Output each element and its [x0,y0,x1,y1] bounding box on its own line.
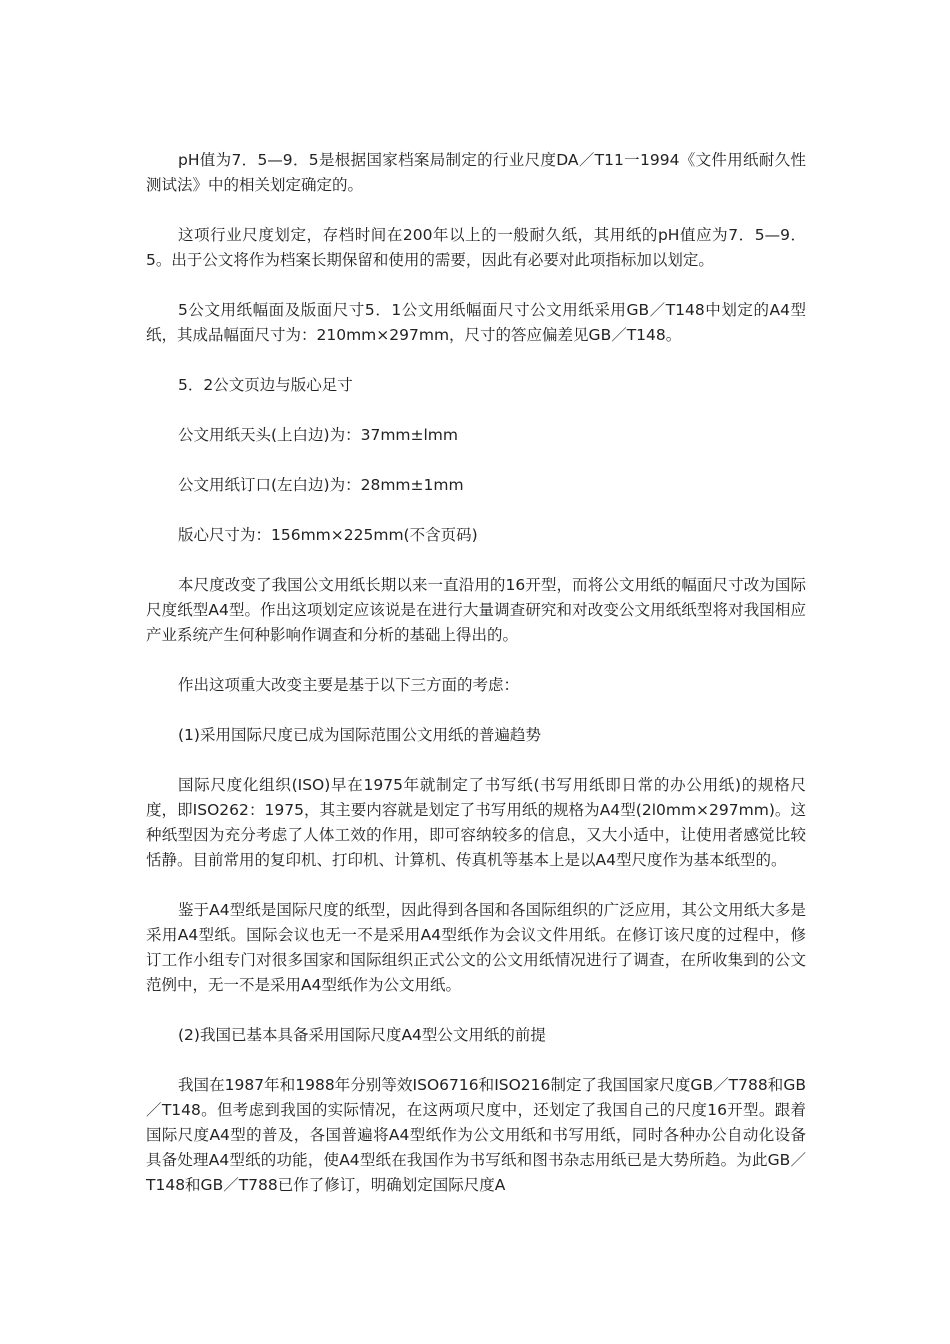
paragraph-three-reasons: 作出这项重大改变主要是基于以下三方面的考虑： [178,676,520,694]
paragraph-left-margin: 公文用纸订口(左白边)为：28mm±1mm [178,476,464,494]
reason-heading-1: (1)采用国际尺度已成为国际范围公文用纸的普遍趋势 [178,726,541,744]
paragraph-national-standards: 我国在1987年和1988年分别等效ISO6716和ISO216制定了我国国家尺度GB／T788和GB／T148。但考虑到我国的实际情况，在这两项尺度中，还划定了我国自己的尺度16开型。跟着国际尺度A4型的普及，各国普遍将A4型纸作为公文用纸和书写用纸，同时各种办公自动化设备具备处理A4型纸的功能，使A4型纸在我国作为书写纸和图书杂志用纸已是大势所趋。为此GB／T148和GB／T788已作了修订，明确划定国际尺度A [146,1076,806,1194]
paragraph-ph-standard: 这项行业尺度划定，存档时间在200年以上的一般耐久纸，其用纸的pH值应为7．5—9．5。出于公文将作为档案长期保留和使用的需要，因此有必要对此项指标加以划定。 [146,226,806,269]
document-page [146,148,806,1223]
paragraph-paper-size: 5公文用纸幅面及版面尺寸5．1公文用纸幅面尺寸公文用纸采用GB／T148中划定的A4型纸，其成品幅面尺寸为：210mm×297mm，尺寸的答应偏差见GB／T148。 [146,301,806,344]
paragraph-ph-origin: pH值为7．5—9．5是根据国家档案局制定的行业尺度DA／T11一1994《文件用纸耐久性测试法》中的相关划定确定的。 [146,151,806,194]
reason-heading-2: (2)我国已基本具备采用国际尺度A4型公文用纸的前提 [178,1026,546,1044]
paragraph-a4-adoption: 鉴于A4型纸是国际尺度的纸型，因此得到各国和各国际组织的广泛应用，其公文用纸大多是采用A4型纸。国际会议也无一不是采用A4型纸作为会议文件用纸。在修订该尺度的过程中，修订工作小组专门对很多国家和国际组织正式公文的公文用纸情况进行了调查，在所收集到的公文范例中，无一不是采用A4型纸作为公文用纸。 [146,901,806,994]
paragraph-a4-change: 本尺度改变了我国公文用纸长期以来一直沿用的16开型，而将公文用纸的幅面尺寸改为国际尺度纸型A4型。作出这项划定应该说是在进行大量调查研究和对改变公文用纸纸型将对我国相应产业系统产生何种影响作调查和分析的基础上得出的。 [146,576,806,644]
paragraph-top-margin: 公文用纸天头(上白边)为：37mm±lmm [178,426,459,444]
paragraph-iso-standard: 国际尺度化组织(ISO)早在1975年就制定了书写纸(书写用纸即日常的办公用纸)的规格尺度，即ISO262：1975，其主要内容就是划定了书写用纸的规格为A4型(2l0mm×297mm)。这种纸型因为充分考虑了人体工效的作用，即可容纳较多的信息，又大小适中，让使用者感觉比较恬静。目前常用的复印机、打印机、计算机、传真机等基本上是以A4型尺度作为基本纸型的。 [146,776,806,869]
paragraph-text-area-size: 版心尺寸为：156mm×225mm(不含页码) [178,526,478,544]
section-heading-margins: 5．2公文页边与版心足寸 [178,376,353,394]
